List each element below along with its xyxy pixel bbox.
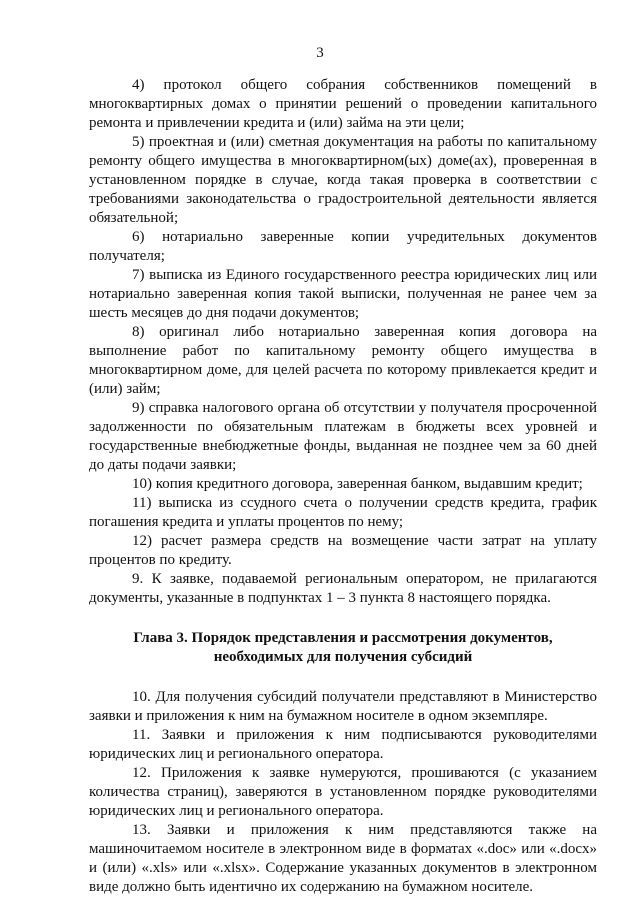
list-item: 7) выписка из Единого государственного реестра юридических лиц или нотариально заверенная копия такой выписки, полученная не ранее чем за шесть месяцев до дня подачи документов; bbox=[89, 267, 597, 321]
paragraph-11: 11. Заявки и приложения к ним подписываются руководителями юридических лиц и регионального оператора. bbox=[89, 727, 597, 762]
chapter-heading bbox=[89, 629, 597, 667]
paragraph-10: 10. Для получения субсидий получатели представляют в Министерство заявки и приложения к ним на бумажном носителе в одном экземпляре. bbox=[89, 689, 597, 724]
chapter-heading-line1: Глава 3. Порядок представления и рассмотрения документов, bbox=[133, 630, 553, 646]
list-item: 9) справка налогового органа об отсутствии у получателя просроченной задолженности по обязательным платежам в бюджеты всех уровней и государственные внебюджетные фонды, выданная не позднее чем за 60 дней до даты подачи заявки; bbox=[89, 400, 597, 473]
list-item: 6) нотариально заверенные копии учредительных документов получателя; bbox=[89, 229, 597, 264]
list-item: 4) протокол общего собрания собственников помещений в многоквартирных домах о принятии решений о проведении капитального ремонта и привлечении кредита и (или) займа на эти цели; bbox=[89, 77, 597, 131]
list-item: 11) выписка из ссудного счета о получении средств кредита, график погашения кредита и уплаты процентов по нему; bbox=[89, 495, 597, 530]
list-item: 8) оригинал либо нотариально заверенная копия договора на выполнение работ по капитальному ремонту общего имущества в многоквартирном доме, для целей расчета по которому привлекается кредит и (или) займ; bbox=[89, 324, 597, 397]
paragraph-13: 13. Заявки и приложения к ним представляются также на машиночитаемом носителе в электронном виде в форматах «.doc» или «.docx» и (или) «.xls» или «.xlsx». Содержание указанных документов в электронном виде должно быть идентично их содержанию на бумажном носителе. bbox=[89, 822, 597, 895]
list-item: 5) проектная и (или) сметная документация на работы по капитальному ремонту общего имущества в многоквартирном(ых) доме(ах), проверенная в установленном порядке в случае, когда такая проверка в соответствии с требованиями законодательства о градостроительной деятельности является обязательной; bbox=[89, 134, 597, 226]
list-item: 12) расчет размера средств на возмещение части затрат на уплату процентов по кредиту. bbox=[89, 533, 597, 568]
paragraph-9: 9. К заявке, подаваемой региональным оператором, не прилагаются документы, указанные в подпунктах 1 – 3 пункта 8 настоящего порядка. bbox=[89, 571, 597, 606]
paragraph-12: 12. Приложения к заявке нумеруются, прошиваются (с указанием количества страниц), заверяются в установленном порядке руководителями юридических лиц и регионального оператора. bbox=[89, 765, 597, 819]
page-number: 3 bbox=[316, 45, 324, 61]
chapter-heading-line2: необходимых для получения субсидий bbox=[213, 649, 473, 665]
list-item: 10) копия кредитного договора, заверенная банком, выдавшим кредит; bbox=[132, 476, 583, 492]
document-body bbox=[89, 76, 597, 897]
